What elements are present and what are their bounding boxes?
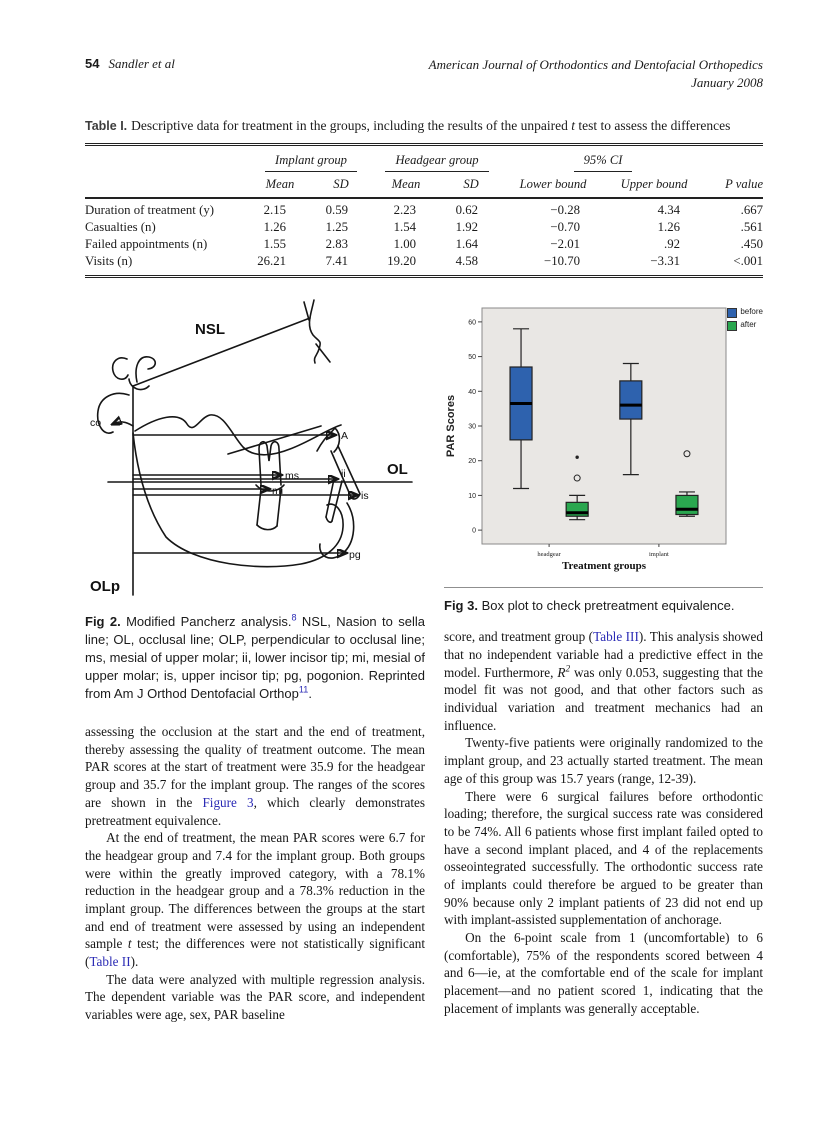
ol-label: OL <box>387 461 408 479</box>
table1-head <box>85 145 763 199</box>
cell: 2.83 <box>325 237 349 252</box>
group-header-label: Implant group <box>265 153 357 172</box>
y-tick-label: 40 <box>468 389 476 397</box>
journal-issue-date: January 2008 <box>691 75 763 91</box>
profile-outline <box>309 300 320 363</box>
table1-label: Table I. <box>85 119 128 134</box>
x-tick-label: headgear <box>537 551 561 559</box>
is-label: is <box>361 490 369 503</box>
table-row <box>85 198 763 219</box>
paragraph <box>444 929 763 1017</box>
table1-body <box>85 198 763 277</box>
text-segment: Twenty-five patients were originally randomized to the implant group, and 23 actually started treatment. The mean age of this group was 15.7 years (range, 12-39). <box>444 735 763 786</box>
right-column-text <box>444 628 763 1017</box>
lower-incisor <box>332 481 342 521</box>
cell: 7.41 <box>325 254 349 269</box>
journal-title-block <box>429 56 763 92</box>
row-label: Visits (n) <box>85 254 133 269</box>
cell: 1.26 <box>657 220 681 235</box>
page-number: 54 <box>85 56 100 71</box>
table-row <box>85 219 763 236</box>
text-segment: was only 0.053, suggesting that the model fit was not good, and that other factors such as individual variation and treatment mechanics had an influence. <box>444 664 763 733</box>
column-header <box>85 173 250 198</box>
text-segment: t <box>127 936 132 952</box>
table1 <box>85 143 763 278</box>
text-segment: 2 <box>565 663 571 674</box>
box-after-headgear-outlier <box>575 456 578 459</box>
row-label: Casualties (n) <box>85 220 156 235</box>
pancherz-diagram <box>85 298 425 603</box>
text-segment: Fig 3. <box>444 598 478 614</box>
cell: 0.62 <box>440 198 502 219</box>
legend-swatch <box>727 308 737 318</box>
cell: 1.26 <box>263 220 286 235</box>
cell: −3.31 <box>650 254 681 269</box>
citation-link[interactable]: 8 <box>291 613 297 624</box>
cell: 1.00 <box>393 237 417 252</box>
journal-name: American Journal of Orthodontics and Dentofacial Orthopedics <box>428 57 763 72</box>
cell: 4.34 <box>604 198 704 219</box>
text-segment: , which clearly demonstrates pretreatment equivalence. <box>85 794 426 828</box>
ms-label: ms <box>285 470 299 483</box>
cell: <.001 <box>733 254 764 269</box>
column-header: Upper bound <box>620 177 688 192</box>
column-header: SD <box>333 177 349 192</box>
fig3-caption <box>444 587 763 615</box>
text-segment: Descriptive data for treatment in the groups, including the results of the unpaired <box>131 118 572 134</box>
text-segment: test to assess the differences <box>575 118 731 134</box>
citation-link[interactable]: Table II <box>89 954 131 969</box>
row-label: Duration of treatment (y) <box>85 198 250 219</box>
row-label: Failed appointments (n) <box>85 237 208 252</box>
text-segment: . <box>308 686 312 702</box>
legend-label: before <box>740 307 763 317</box>
column-header: P value <box>725 177 764 192</box>
paragraph <box>85 971 425 1024</box>
mi-label: mi <box>272 485 284 498</box>
co-label: co <box>90 417 102 430</box>
a-label: A <box>341 430 349 443</box>
column-header: Mean <box>265 177 295 192</box>
mandible-outline <box>133 433 343 567</box>
text-segment: At the end of treatment, the mean PAR scores were 6.7 for the headgear group and 7.4 for the implant group. Both groups were within the greatly improved category, with a 78.1% reduction in the headgear group and a 78.3% reduction in the implant group. The differences between the groups at the start and end of treatment were assessed by using an independent sample <box>85 830 425 952</box>
cell: .667 <box>704 198 763 219</box>
table-row <box>85 236 763 253</box>
left-column-text <box>85 723 425 1024</box>
paragraph <box>444 734 763 787</box>
cell: 2.15 <box>250 198 310 219</box>
cell: −0.28 <box>502 198 604 219</box>
table1-group-header-row <box>85 145 763 174</box>
text-segment: test; the differences were not statistically significant ( <box>85 936 425 969</box>
text-segment: assessing the occlusion at the start and the end of treatment, thereby assessing the quality of treatment outcome. The mean PAR scores at the start of treatment were 35.9 for the headgear group and 35.7 for the implant group. The ranges of the scores are shown in the <box>85 724 425 810</box>
cell: 1.55 <box>263 237 286 252</box>
y-tick-label: 50 <box>468 354 476 362</box>
table1-subheader-row <box>85 173 763 198</box>
column-header: Lower bound <box>519 177 587 192</box>
cell: 4.58 <box>455 254 479 269</box>
table1-title <box>131 118 730 133</box>
cell: 1.64 <box>455 237 479 252</box>
cell: 1.92 <box>455 220 479 235</box>
paragraph <box>85 723 425 829</box>
legend-swatch <box>727 321 737 331</box>
text-segment: The data were analyzed with multiple regression analysis. The dependent variable was the PAR score, and independent variables were age, sex, PAR baseline <box>85 971 425 1023</box>
text-segment: ). <box>130 954 139 969</box>
text-segment: On the 6-point scale from 1 (uncomfortable) to 6 (comfortable), 75% of the respondents scored between 4 and 6—ie, at the comfortable end of the scale for implant placement—and no patient scored 1, indicating that the placement of implants was generally acceptable. <box>444 930 763 1016</box>
citation-link[interactable]: 11 <box>298 684 309 695</box>
cell: 0.59 <box>310 198 372 219</box>
two-column-area <box>85 298 763 1023</box>
cell: 1.25 <box>325 220 349 235</box>
box-after-implant <box>676 496 698 515</box>
group-header-label: Headgear group <box>385 153 488 172</box>
cell: 2.23 <box>372 198 440 219</box>
paragraph <box>444 788 763 930</box>
legend-item <box>727 306 763 319</box>
group-header <box>372 145 502 174</box>
y-tick-label: 30 <box>468 423 476 431</box>
group-header <box>250 145 372 174</box>
cell: .92 <box>664 237 681 252</box>
cell: −2.01 <box>550 237 581 252</box>
cell: 1.54 <box>393 220 417 235</box>
citation-link[interactable]: Figure 3 <box>202 794 254 810</box>
pg-label: pg <box>349 549 361 562</box>
text-segment: NSL, Nasion to sella line; OL, occlusal line; OLP, perpendicular to occlusal line; ms, mesial of upper molar; ii, lower incisor tip; mi, mesial of upper molar; is, upper incisor tip; pg, pogonion. Reprinted from Am J Orthod Dentofacial Orthop <box>85 614 425 702</box>
nsl-label: NSL <box>195 321 225 339</box>
y-tick-label: 60 <box>468 319 476 327</box>
y-axis-title: PAR Scores <box>445 395 457 458</box>
text-segment: score, and treatment group ( <box>444 629 594 645</box>
box-before-implant <box>620 381 642 419</box>
y-tick-label: 10 <box>468 493 476 501</box>
table-row <box>85 253 763 277</box>
text-segment: t <box>571 118 576 134</box>
legend-item <box>727 319 763 332</box>
ii-label: ii <box>341 468 346 481</box>
running-head <box>85 56 763 92</box>
column-header <box>85 145 250 174</box>
group-header <box>502 145 704 174</box>
citation-link[interactable]: Table III <box>593 629 639 645</box>
y-tick-label: 20 <box>468 458 476 466</box>
legend-label: after <box>740 320 757 330</box>
group-header-label: 95% CI <box>574 153 633 172</box>
condyle-outline <box>98 394 129 434</box>
table1-caption <box>85 118 763 134</box>
pancherz-diagram-svg <box>85 298 425 598</box>
paragraph <box>85 829 425 971</box>
text-segment: Fig 2. <box>85 614 121 630</box>
cell: .450 <box>740 237 764 252</box>
right-column <box>444 298 763 1023</box>
text-segment: Box plot to check pretreatment equivalence. <box>477 598 735 614</box>
boxplot-svg <box>444 298 740 575</box>
x-tick-label: implant <box>648 551 669 559</box>
cell: .561 <box>740 220 764 235</box>
cell: −10.70 <box>544 254 581 269</box>
x-axis-title: Treatment groups <box>561 560 647 573</box>
running-authors: Sandler et al <box>108 56 175 71</box>
text-segment: ). This analysis showed that no independent variable had a predictive effect in the model. Furthermore, <box>444 629 763 680</box>
column-header: Mean <box>391 177 421 192</box>
olp-label: OLp <box>90 578 120 596</box>
cell: 26.21 <box>257 254 286 269</box>
text-segment: R <box>557 664 566 680</box>
cell: 19.20 <box>387 254 417 269</box>
cell: −0.70 <box>550 220 581 235</box>
co-arrow <box>113 422 133 426</box>
y-tick-label: 0 <box>472 527 476 535</box>
text-segment: Modified Pancherz analysis. <box>120 614 292 630</box>
fig2-caption <box>85 613 425 703</box>
boxplot-figure <box>444 298 763 580</box>
column-header <box>704 145 763 174</box>
paragraph <box>444 628 763 734</box>
left-column <box>85 298 425 1023</box>
column-header: SD <box>463 177 479 192</box>
chart-legend <box>727 306 763 332</box>
text-segment: There were 6 surgical failures before orthodontic loading; therefore, the surgical success rate was considered to be 74%. All 6 patients whose first implant failed opted to have a second implant placed, and 4 of the replacements osseointegrated successfully. The orthodontic success rate of implants could therefore be argued to be greater than 90% because only 2 implant patients of 23 did not end up with implant-assisted supplementation of anchorage. <box>444 788 763 928</box>
